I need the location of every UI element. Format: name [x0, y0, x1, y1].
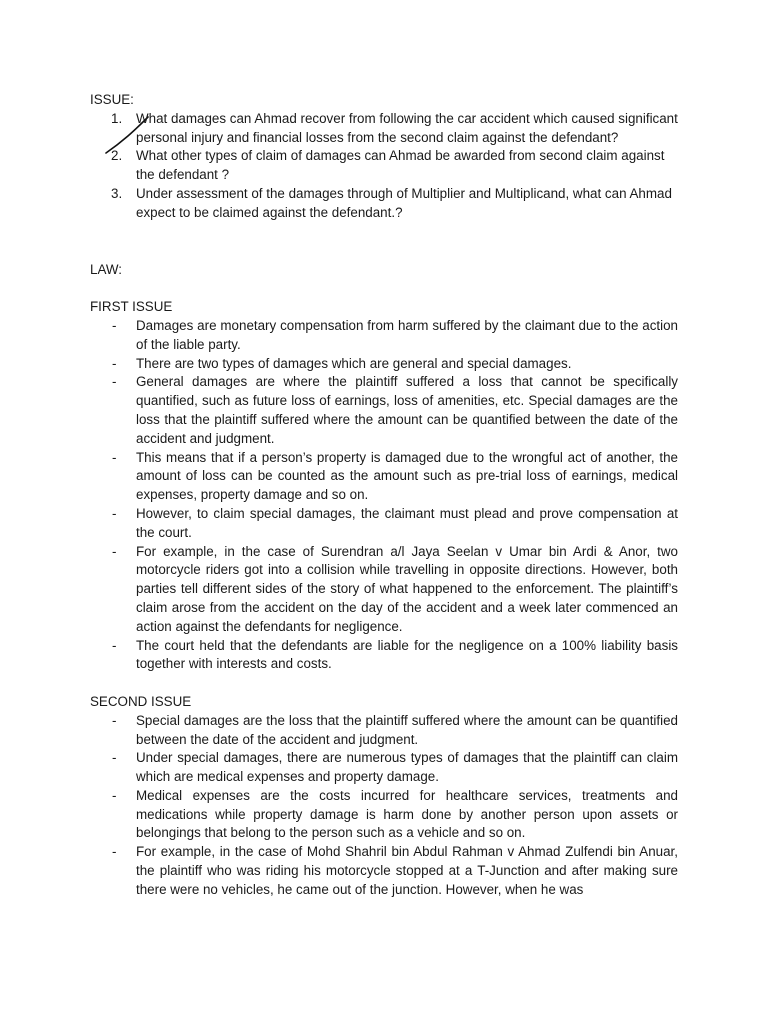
dash-bullet: - — [112, 844, 117, 860]
dash-bullet: - — [112, 637, 117, 653]
dash-bullet: - — [112, 543, 117, 559]
point-text: However, to claim special damages, the claimant must plead and prove compensation at the court. — [136, 505, 678, 540]
law-heading: LAW: — [90, 261, 122, 277]
issue-number: 3. — [111, 185, 123, 201]
issue-text: What other types of claim of damages can Ahmad be awarded from second claim against the defendant ? — [136, 148, 665, 183]
point-text: Damages are monetary compensation from harm suffered by the claimant due to the action of the liable party. — [136, 317, 678, 352]
dash-bullet: - — [112, 712, 117, 728]
document-page — [90, 91, 678, 900]
first-issue-points — [90, 317, 678, 674]
point-text: The court held that the defendants are liable for the negligence on a 100% liability basis together with interests and costs. — [136, 637, 678, 672]
point-text: Under special damages, there are numerous types of damages that the plaintiff can claim which are medical expenses and property damage. — [136, 750, 678, 785]
issue-item — [90, 147, 678, 185]
issue-heading: ISSUE: — [90, 92, 134, 107]
dash-bullet: - — [112, 449, 117, 465]
issue-text: What damages can Ahmad recover from following the car accident which caused significant personal injury and financial losses from the second claim against the defendant? — [136, 110, 678, 145]
dash-bullet: - — [112, 374, 117, 390]
issue-number: 1. — [111, 110, 123, 126]
issue-item — [90, 110, 678, 148]
list-item — [90, 317, 678, 355]
dash-bullet: - — [112, 505, 117, 521]
list-item — [90, 543, 678, 637]
second-issue-heading: SECOND ISSUE — [90, 693, 192, 709]
issue-text: Under assessment of the damages through of Multiplier and Multiplicand, what can Ahmad expect to be claimed against the defendant.? — [136, 185, 672, 220]
list-item — [90, 787, 678, 843]
first-issue-heading: FIRST ISSUE — [90, 299, 173, 315]
point-text: This means that if a person’s property is damaged due to the wrongful act of another, the amount of loss can be counted as the amount such as pre-trial loss of earnings, medical expenses, property damage and so on. — [136, 449, 678, 503]
issue-number: 2. — [111, 148, 123, 164]
point-text: For example, in the case of Mohd Shahril bin Abdul Rahman v Ahmad Zulfendi bin Anuar, the plaintiff who was riding his motorcycle stopped at a T-Junction and after making sure there were no vehicles, he came out of the junction. However, when he was — [136, 844, 678, 897]
list-item — [90, 505, 678, 543]
list-item — [90, 749, 678, 787]
dash-bullet: - — [112, 750, 117, 766]
list-item — [90, 373, 678, 448]
dash-bullet: - — [112, 317, 117, 333]
list-item — [90, 637, 678, 675]
point-text: General damages are where the plaintiff suffered a loss that cannot be specifically quantified, such as future loss of earnings, loss of amenities, etc. Special damages are the loss that the plaintiff suffered where the amount can be quantified between the date of the accident and judgment. — [136, 374, 678, 446]
list-item — [90, 843, 678, 899]
dash-bullet: - — [112, 787, 117, 803]
second-issue-points — [90, 712, 678, 900]
list-item — [90, 449, 678, 505]
list-item — [90, 355, 678, 374]
list-item — [90, 712, 678, 750]
point-text: For example, in the case of Surendran a/l Jaya Seelan v Umar bin Ardi & Anor, two motorcycle riders got into a collision while travelling in opposite directions. However, both parties tell different sides of the story of what happened to the enforcement. The plaintiff’s claim arose from the accident on the day of the accident and a week later commenced an action against the defendants for negligence. — [136, 543, 678, 634]
issue-item — [90, 185, 678, 223]
point-text: Medical expenses are the costs incurred for healthcare services, treatments and medications while property damage is harm done by another person upon assets or belongings that belong to the person such as a vehicle and so on. — [136, 787, 678, 841]
dash-bullet: - — [112, 355, 117, 371]
issue-list — [90, 110, 678, 223]
point-text: There are two types of damages which are general and special damages. — [136, 355, 572, 371]
point-text: Special damages are the loss that the plaintiff suffered where the amount can be quantified between the date of the accident and judgment. — [136, 712, 678, 747]
